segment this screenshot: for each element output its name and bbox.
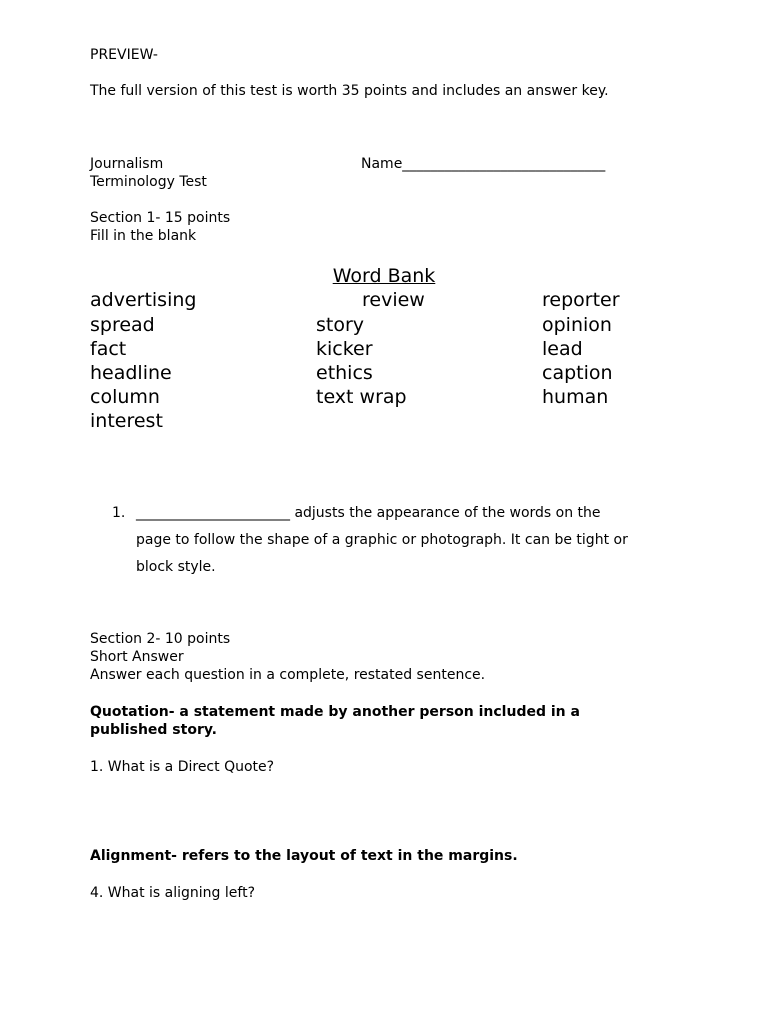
word-bank-word: story — [316, 314, 365, 336]
word-bank-word: review — [362, 289, 425, 311]
question-number: 1. — [112, 505, 126, 521]
word-bank-word: spread — [90, 314, 155, 336]
subject-label: Journalism — [90, 156, 164, 172]
preview-label: PREVIEW- — [90, 47, 158, 63]
word-bank-word: interest — [90, 410, 163, 432]
word-bank-word: lead — [542, 338, 583, 360]
word-bank-word: kicker — [316, 338, 373, 360]
word-bank-title: Word Bank — [332, 265, 436, 287]
definition-alignment: Alignment- refers to the layout of text in the margins. — [90, 848, 518, 864]
question-text-line: ______________________ adjusts the appearance of the words on the — [136, 505, 601, 521]
word-bank-word: advertising — [90, 289, 197, 311]
word-bank-word: headline — [90, 362, 172, 384]
word-bank-word: ethics — [316, 362, 373, 384]
question-text-line: block style. — [136, 559, 216, 575]
word-bank-word: opinion — [542, 314, 612, 336]
question-text-line: page to follow the shape of a graphic or photograph. It can be tight or — [136, 532, 628, 548]
word-bank-word: column — [90, 386, 160, 408]
word-bank-word: caption — [542, 362, 613, 384]
section2-subtitle: Short Answer — [90, 649, 184, 665]
definition-quotation: published story. — [90, 722, 218, 738]
section1-title: Section 1- 15 points — [90, 210, 231, 226]
word-bank-word: human — [542, 386, 609, 408]
test-name: Terminology Test — [90, 174, 207, 190]
preview-notice: The full version of this test is worth 35 points and includes an answer key. — [90, 83, 609, 99]
name-field: Name_____________________________ — [361, 156, 606, 172]
word-bank-word: text wrap — [316, 386, 407, 408]
short-answer-question: 1. What is a Direct Quote? — [90, 759, 275, 775]
section2-instruction: Answer each question in a complete, restated sentence. — [90, 667, 486, 683]
section1-instruction: Fill in the blank — [90, 228, 197, 244]
word-bank-word: reporter — [542, 289, 620, 311]
short-answer-question: 4. What is aligning left? — [90, 885, 255, 901]
word-bank-word: fact — [90, 338, 127, 360]
section2-title: Section 2- 10 points — [90, 631, 231, 647]
definition-quotation: Quotation- a statement made by another person included in a — [90, 704, 580, 720]
